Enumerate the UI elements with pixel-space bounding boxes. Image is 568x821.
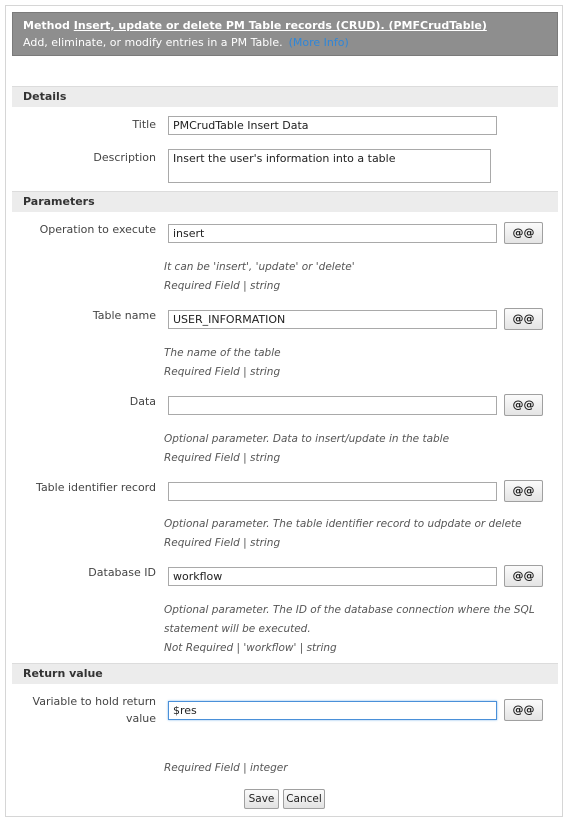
- data-help: [164, 430, 556, 468]
- param-label-operation: Operation to execute: [39, 223, 156, 236]
- table-name-help-text: The name of the table: [164, 347, 281, 359]
- operation-variable-button[interactable]: @@: [504, 222, 543, 244]
- method-description: [23, 34, 547, 52]
- database-id-help: [164, 601, 556, 658]
- table-name-meta: Required Field | string: [164, 366, 281, 378]
- database-id-help-text: Optional parameter. The ID of the database connection where the SQL statement will be executed.: [164, 604, 535, 635]
- table-identifier-help-text: Optional parameter. The table identifier record to udpdate or delete: [164, 518, 522, 530]
- data-help-text: Optional parameter. Data to insert/update in the table: [164, 433, 450, 445]
- return-variable-button[interactable]: @@: [504, 699, 543, 721]
- database-id-meta: Not Required | 'workflow' | string: [164, 642, 337, 654]
- data-variable-button[interactable]: @@: [504, 394, 543, 416]
- param-label-data: Data: [129, 395, 156, 408]
- data-meta: Required Field | string: [164, 452, 281, 464]
- section-parameters: Parameters: [12, 191, 558, 212]
- table-name-help: [164, 344, 556, 382]
- operation-meta: Required Field | string: [164, 280, 281, 292]
- method-title: [23, 18, 547, 34]
- more-info-link[interactable]: (More Info): [288, 36, 349, 49]
- database-id-input[interactable]: [168, 567, 497, 586]
- table-identifier-input[interactable]: [168, 482, 497, 501]
- method-name: Insert, update or delete PM Table records (CRUD). (PMFCrudTable): [73, 19, 487, 32]
- description-textarea[interactable]: [168, 149, 491, 183]
- title-label: Title: [132, 118, 156, 131]
- method-header: [12, 12, 558, 56]
- description-label: Description: [93, 151, 156, 164]
- save-button[interactable]: Save: [244, 789, 279, 809]
- cancel-button[interactable]: Cancel: [283, 789, 325, 809]
- database-id-variable-button[interactable]: @@: [504, 565, 543, 587]
- section-return-value: Return value: [12, 663, 558, 684]
- method-prefix: Method: [23, 19, 74, 32]
- return-variable-input[interactable]: [168, 701, 497, 720]
- table-identifier-meta: Required Field | string: [164, 537, 281, 549]
- section-details: Details: [12, 86, 558, 107]
- operation-input[interactable]: [168, 224, 497, 243]
- return-variable-label: Variable to hold return value: [32, 695, 156, 725]
- table-identifier-help: [164, 515, 556, 553]
- data-input[interactable]: [168, 396, 497, 415]
- param-label-database-id: Database ID: [88, 566, 156, 579]
- operation-help-text: It can be 'insert', 'update' or 'delete': [164, 261, 355, 273]
- method-description-text: Add, eliminate, or modify entries in a PM Table.: [23, 36, 283, 49]
- table-identifier-variable-button[interactable]: @@: [504, 480, 543, 502]
- table-name-variable-button[interactable]: @@: [504, 308, 543, 330]
- operation-help: [164, 258, 556, 296]
- table-name-input[interactable]: [168, 310, 497, 329]
- param-label-table-name: Table name: [92, 309, 156, 322]
- return-meta: Required Field | integer: [164, 762, 288, 774]
- title-input[interactable]: [168, 116, 497, 135]
- param-label-table-identifier: Table identifier record: [36, 481, 156, 494]
